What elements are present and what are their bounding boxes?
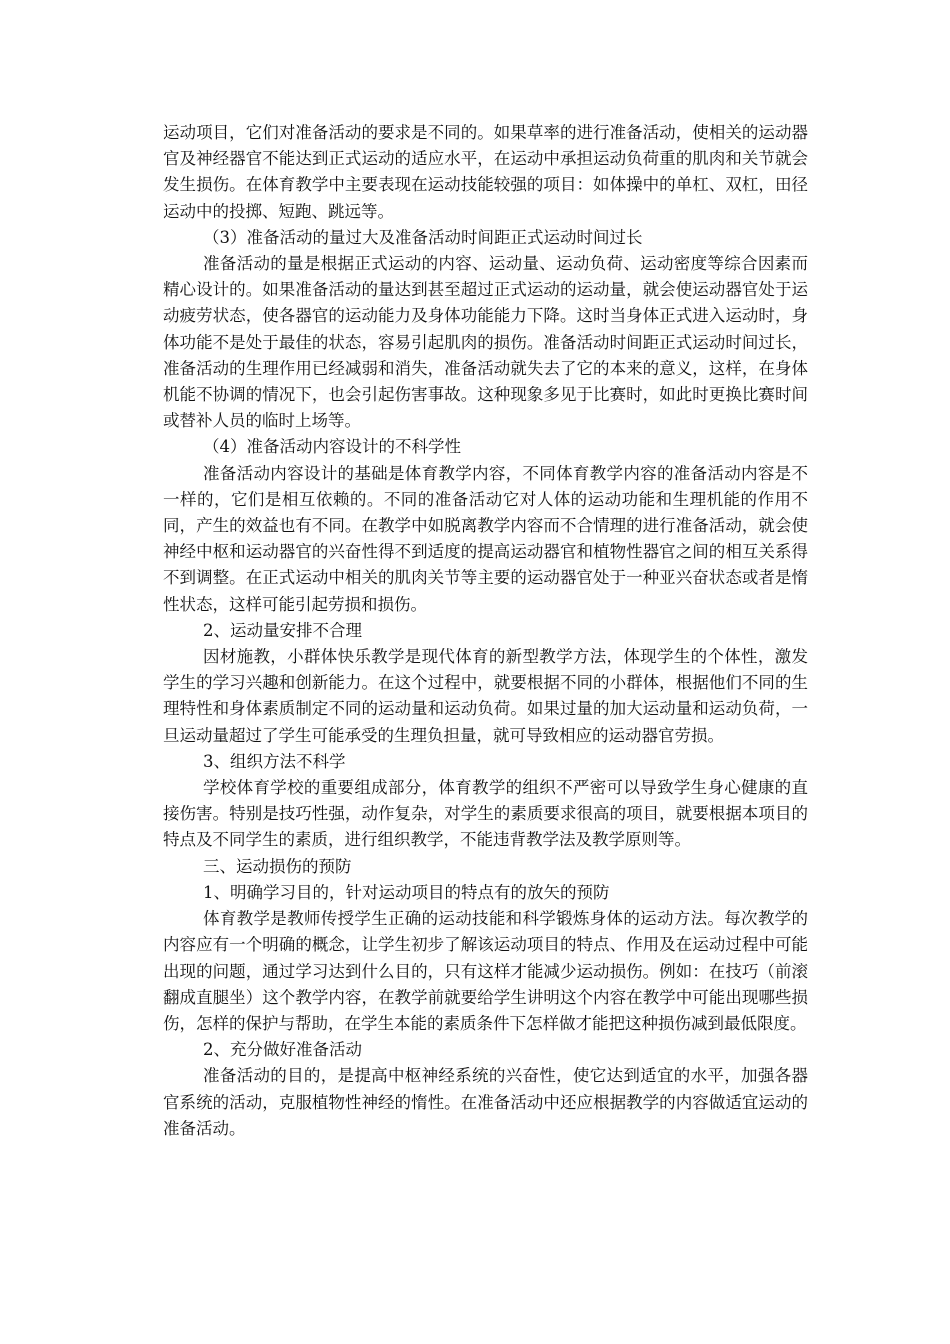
subheading-warmup-design: （4）准备活动内容设计的不科学性 xyxy=(203,437,461,457)
paragraph-prepare: 准备活动的目的，是提高中枢神经系统的兴奋性，使它达到适宜的水平，加强各器官系统的活动，克服植物性神经的惰性。在准备活动中还应根据教学的内容做适宜运动的准备活动。 xyxy=(163,1066,808,1138)
subheading-warmup-excess: （3）准备活动的量过大及准备活动时间距正式运动时间过长 xyxy=(203,227,643,247)
paragraph-continuation: 运动项目，它们对准备活动的要求是不同的。如果草率的进行准备活动，使相关的运动器官及神经器官不能达到正式运动的适应水平，在运动中承担运动负荷重的肌肉和关节就会发生损伤。在体育教学中主要表现在运动技能较强的项目：如体操中的单杠、双杠，田径运动中的投掷、短跑、跳远等。 xyxy=(163,123,808,221)
paragraph-learning-goal: 体育教学是教师传授学生正确的运动技能和科学锻炼身体的运动方法。每次教学的内容应有一个明确的概念，让学生初步了解该运动项目的特点、作用及在运动过程中可能出现的问题，通过学习达到什么目的，只有这样才能减少运动损伤。例如：在技巧（前滚翻成直腿坐）这个教学内容，在教学前就要给学生讲明这个内容在教学中可能出现哪些损伤，怎样的保护与帮助，在学生本能的素质条件下怎样做才能把这种损伤减到最低限度。 xyxy=(163,909,808,1033)
section-heading-prevention: 三、运动损伤的预防 xyxy=(203,856,352,876)
subheading-organization: 3、组织方法不科学 xyxy=(203,751,346,771)
paragraph-warmup-excess: 准备活动的量是根据正式运动的内容、运动量、运动负荷、运动密度等综合因素而精心设计的。如果准备活动的量达到甚至超过正式运动的运动量，就会使运动器官处于运动疲劳状态，使各器官的运动能力及身体功能能力下降。这时当身体正式进入运动时，身体功能不是处于最佳的状态，容易引起肌肉的损伤。准备活动时间距正式运动时间过长，准备活动的生理作用已经减弱和消失，准备活动就失去了它的本来的意义，这样，在身体机能不协调的情况下，也会引起伤害事故。这种现象多见于比赛时，如此时更换比赛时间或替补人员的临时上场等。 xyxy=(163,254,808,431)
paragraph-warmup-design: 准备活动内容设计的基础是体育教学内容，不同体育教学内容的准备活动内容是不一样的，它们是相互依赖的。不同的准备活动它对人体的运动功能和生理机能的作用不同，产生的效益也有不同。在教学中如脱离教学内容而不合情理的进行准备活动，就会使神经中枢和运动器官的兴奋性得不到适度的提高运动器官和植物性器官之间的相互关系得不到调整。在正式运动中相关的肌肉关节等主要的运动器官处于一种亚兴奋状态或者是惰性状态，这样可能引起劳损和损伤。 xyxy=(163,463,808,614)
subheading-load: 2、运动量安排不合理 xyxy=(203,620,362,640)
subheading-prepare: 2、充分做好准备活动 xyxy=(203,1040,362,1060)
document-body xyxy=(163,120,808,1142)
paragraph-organization: 学校体育学校的重要组成部分，体育教学的组织不严密可以导致学生身心健康的直接伤害。特别是技巧性强，动作复杂，对学生的素质要求很高的项目，就要根据本项目的特点及不同学生的素质，进行组织教学，不能违背教学法及教学原则等。 xyxy=(163,778,808,850)
paragraph-load: 因材施教，小群体快乐教学是现代体育的新型教学方法，体现学生的个体性，激发学生的学习兴趣和创新能力。在这个过程中，就要根据不同的小群体，根据他们不同的生理特性和身体素质制定不同的运动量和运动负荷。如果过量的加大运动量和运动负荷，一旦运动量超过了学生可能承受的生理负担量，就可导致相应的运动器官劳损。 xyxy=(163,647,808,745)
subheading-learning-goal: 1、明确学习目的，针对运动项目的特点有的放矢的预防 xyxy=(203,882,610,902)
